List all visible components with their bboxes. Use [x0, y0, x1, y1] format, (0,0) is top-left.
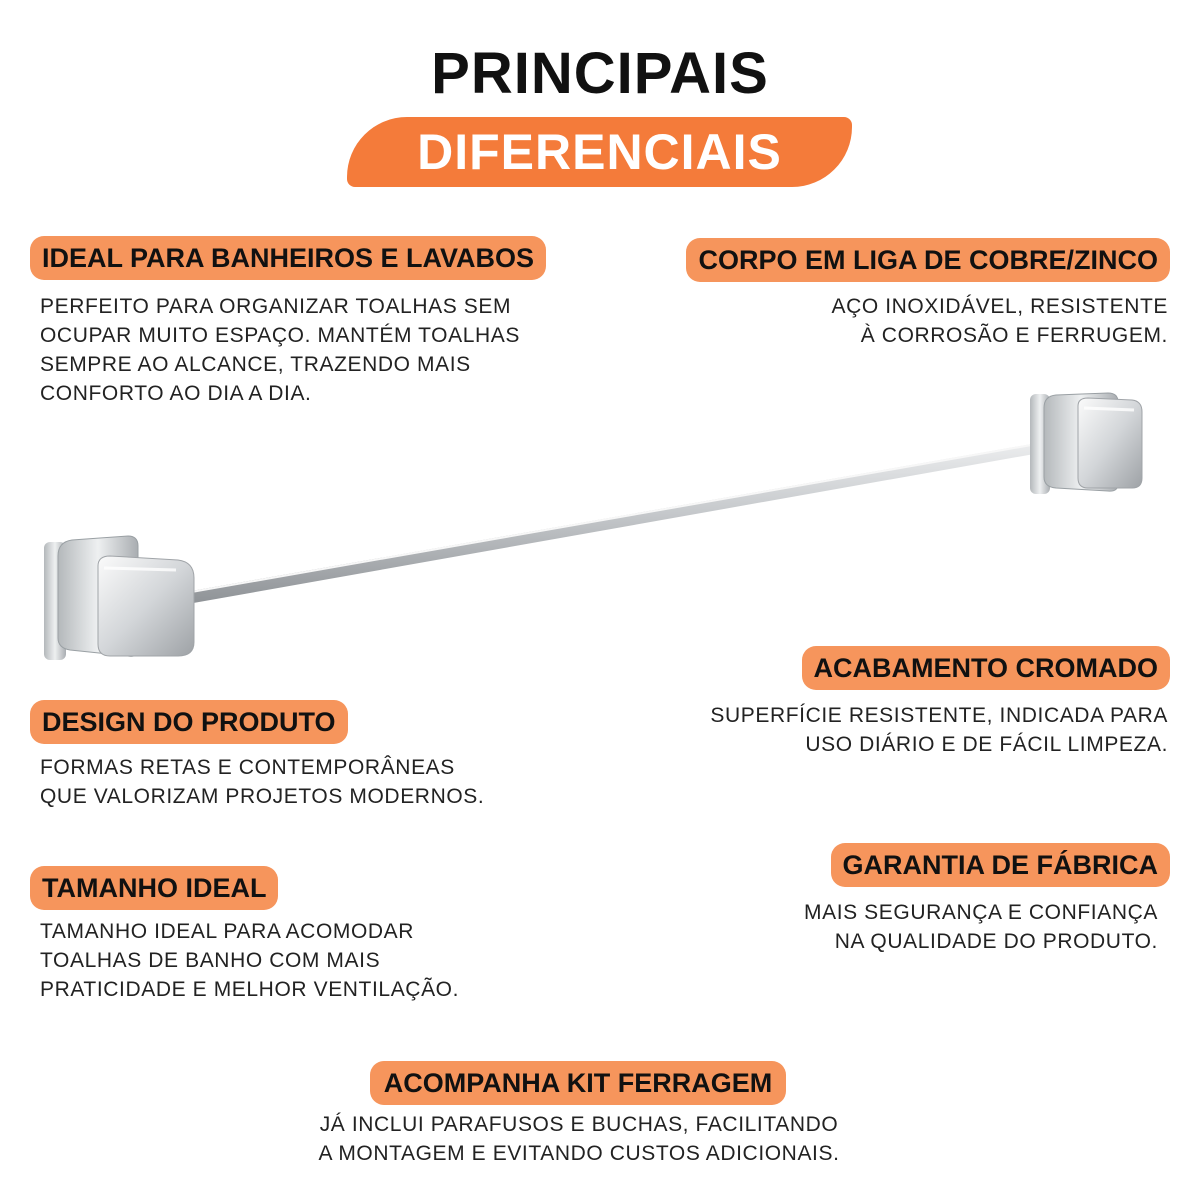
description-line: À CORROSÃO E FERRUGEM.	[860, 324, 1168, 347]
feature-ideal-banheiros-badge: IDEAL PARA BANHEIROS E LAVABOS	[30, 236, 546, 280]
description-line: OCUPAR MUITO ESPAÇO. MANTÉM TOALHAS	[40, 324, 520, 347]
feature-garantia-description	[804, 898, 1158, 956]
feature-kit-description	[0, 1110, 1158, 1168]
description-line: AÇO INOXIDÁVEL, RESISTENTE	[831, 295, 1168, 318]
description-line: SUPERFÍCIE RESISTENTE, INDICADA PARA	[710, 704, 1168, 727]
page-title: PRINCIPAIS	[431, 41, 769, 106]
feature-ideal-banheiros-description	[40, 292, 520, 408]
towel-rod	[180, 432, 1102, 605]
feature-kit-badge: ACOMPANHA KIT FERRAGEM	[370, 1061, 786, 1105]
feature-garantia-badge: GARANTIA DE FÁBRICA	[831, 843, 1170, 887]
feature-corpo-liga-description	[831, 292, 1168, 350]
feature-design-badge: DESIGN DO PRODUTO	[30, 700, 348, 744]
feature-tamanho-badge: TAMANHO IDEAL	[30, 866, 278, 910]
description-line: TOALHAS DE BANHO COM MAIS	[40, 949, 381, 972]
description-line: JÁ INCLUI PARAFUSOS E BUCHAS, FACILITANDO	[319, 1113, 839, 1136]
description-line: FORMAS RETAS E CONTEMPORÂNEAS	[40, 756, 455, 779]
description-line: CONFORTO AO DIA A DIA.	[40, 382, 312, 405]
description-line: MAIS SEGURANÇA E CONFIANÇA	[804, 901, 1158, 924]
description-line: NA QUALIDADE DO PRODUTO.	[834, 930, 1158, 953]
description-line: USO DIÁRIO E DE FÁCIL LIMPEZA.	[805, 733, 1168, 756]
feature-acabamento-badge: ACABAMENTO CROMADO	[802, 646, 1171, 690]
feature-tamanho-description	[40, 917, 459, 1004]
feature-acabamento-description	[710, 701, 1168, 759]
description-line: SEMPRE AO ALCANCE, TRAZENDO MAIS	[40, 353, 471, 376]
page-subtitle: DIFERENCIAIS	[417, 124, 782, 180]
feature-corpo-liga-badge: CORPO EM LIGA DE COBRE/ZINCO	[686, 238, 1170, 282]
description-line: TAMANHO IDEAL PARA ACOMODAR	[40, 920, 415, 943]
description-line: PRATICIDADE E MELHOR VENTILAÇÃO.	[40, 978, 460, 1001]
right-bracket	[1030, 393, 1142, 494]
feature-design-description	[40, 753, 484, 811]
description-line: A MONTAGEM E EVITANDO CUSTOS ADICIONAIS.	[318, 1142, 840, 1165]
title-highlight-pill	[347, 117, 852, 187]
description-line: PERFEITO PARA ORGANIZAR TOALHAS SEM	[40, 295, 512, 318]
towel-bar-image	[0, 380, 1200, 680]
left-bracket	[44, 536, 194, 660]
description-line: QUE VALORIZAM PROJETOS MODERNOS.	[40, 785, 485, 808]
